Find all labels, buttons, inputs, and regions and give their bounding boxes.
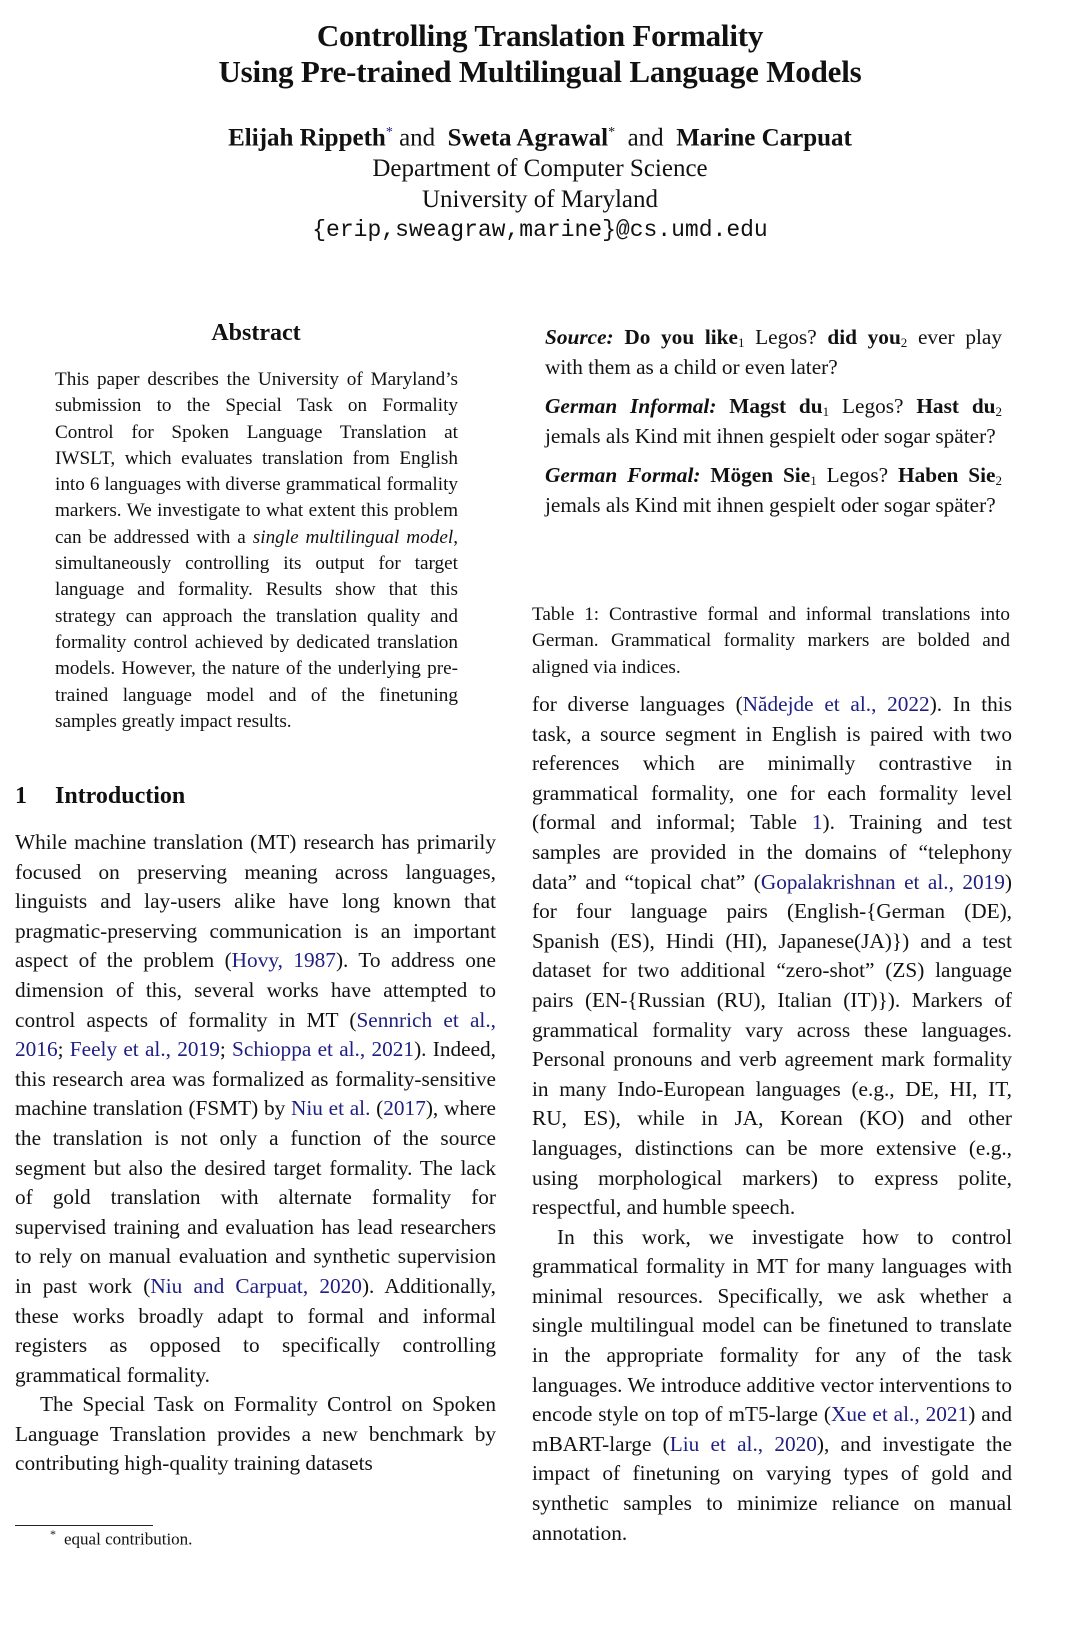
- citation-link[interactable]: Schioppa et al., 2021: [232, 1037, 415, 1062]
- citation-link[interactable]: Xue et al., 2021: [830, 1402, 969, 1427]
- formality-marker: did you: [827, 325, 901, 349]
- footnote-marker[interactable]: *: [385, 125, 393, 140]
- citation-link[interactable]: Gopalakrishnan et al., 2019: [760, 869, 1005, 894]
- footnote-marker: *: [608, 125, 616, 140]
- alignment-index: 2: [995, 473, 1002, 489]
- section-number: 1: [15, 783, 27, 809]
- citation-link[interactable]: Niu et al.: [291, 1096, 371, 1121]
- formality-marker: Do you like: [624, 325, 738, 349]
- citation-link[interactable]: 2017: [383, 1096, 426, 1121]
- introduction-body: [15, 828, 496, 1479]
- citation-link[interactable]: Sennrich et al., 2016: [15, 1007, 496, 1062]
- alignment-index: 1: [822, 404, 830, 420]
- formality-marker: Mögen Sie: [710, 463, 811, 488]
- paper-title: Controlling Translation Formality Using Pre-trained Multilingual Language Models: [218, 18, 862, 89]
- section-title: Introduction: [55, 783, 186, 809]
- author-name: Elijah Rippeth: [228, 124, 386, 152]
- paper-header: [0, 18, 1080, 246]
- example-row: German Formal: Mögen Sie$_1$ Legos? Haben Sie$_2$ jemals als Kind mit ihnen gespielt oder sogar später?: [545, 463, 1002, 517]
- citation-link[interactable]: Feely et al., 2019: [69, 1037, 220, 1062]
- paragraph: While machine translation (MT) research has primarily focused on preserving meaning across languages, linguists and lay-users alike have long known that pragmatic-preserving communication is an important aspect of the problem (Hovy, 1987). To address one dimension of this, several works have attempted to control aspects of formality in MT (Sennrich et al., 2016; Feely et al., 2019; Schioppa et al., 2021). Indeed, this research area was formalized as formality-sensitive machine translation (FSMT) by Niu et al. (2017), where the translation is not only a function of the source segment but also the desired target formality. The lack of gold translation with alternate formality for supervised training and evaluation has lead researchers to rely on manual evaluation and synthetic supervision in past work (Niu and Carpuat, 2020). Additionally, these works broadly adapt to formal and informal registers as opposed to specifically controlling grammatical formality.: [15, 830, 497, 1387]
- formality-marker: Magst du: [729, 394, 823, 419]
- author-list: Elijah Rippeth* and Sweta Agrawal* and Marine Carpuat: [228, 124, 852, 152]
- formality-marker: Hast du: [916, 394, 996, 419]
- citation-link[interactable]: 1: [811, 810, 823, 835]
- emphasis: single multilingual model: [252, 526, 454, 548]
- section-heading-introduction: [15, 783, 185, 810]
- alignment-index: 1: [737, 335, 745, 350]
- example-row: German Informal: Magst $du_1$ Legos? Hast $du_2$ jemals als Kind mit ihnen gespielt oder sogar später?: [545, 394, 1003, 448]
- footnote: * equal contribution.: [50, 1527, 193, 1549]
- example-label: Source:: [545, 325, 625, 349]
- author-name: Sweta Agrawal: [447, 124, 609, 152]
- formality-marker: Haben Sie: [898, 463, 996, 488]
- paragraph: The Special Task on Formality Control on Spoken Language Translation provides a new benchmark by contributing high-quality training datasets: [15, 1392, 496, 1476]
- citation-link[interactable]: Liu et al., 2020: [669, 1431, 817, 1456]
- citation-link[interactable]: Nădejde et al., 2022: [742, 692, 930, 716]
- citation-link[interactable]: Niu and Carpuat, 2020: [150, 1273, 362, 1298]
- table-1-examples: [545, 323, 1002, 531]
- university: University of Maryland: [421, 186, 659, 214]
- example-label: German Formal:: [545, 463, 711, 488]
- alignment-index: 1: [810, 473, 817, 489]
- department: Department of Computer Science: [372, 155, 708, 183]
- right-column-body: [532, 690, 1012, 1548]
- footnote-divider: [15, 1525, 153, 1526]
- author-emails: {erip,sweagraw,marine}@cs.umd.edu: [312, 217, 768, 244]
- paragraph: In this work, we investigate how to control grammatical formality in MT for many languages with minimal resources. Specifically, we ask whether a single multilingual model can be finetuned to translate in the appropriate formality for any of the task languages. We introduce additive vector interventions to encode style on top of mT5-large (Xue et al., 2021) and mBART-large (Liu et al., 2020), and investigate the impact of finetuning on varying types of gold and synthetic samples to minimize reliance on manual annotation.: [532, 1224, 1013, 1545]
- abstract-heading: Abstract: [211, 320, 301, 346]
- paragraph: for diverse languages (Nădejde et al., 2022). In this task, a source segment in English is paired with two references which are minimally contrastive in grammatical formality, one for each formality level (formal and informal; Table 1). Training and test samples are provided in the domains of “telephony data” and “topical chat” (Gopalakrishnan et al., 2019) for four language pairs (English-{German (DE), Spanish (ES), Hindi (HI), Japanese(JA)}) and a test dataset for two additional “zero-shot” (ZS) language pairs (EN-{Russian (RU), Italian (IT)}). Markers of grammatical formality vary across these languages. Personal pronouns and verb agreement mark formality in many Indo-European languages (e.g., DE, HI, IT, RU, ES), while in JA, Korean (KO) and other languages, distinctions can be more extensive (e.g., using morphological markers) to express polite, respectful, and humble speech.: [532, 692, 1013, 1220]
- abstract-body: This paper describes the University of Maryland’s submission to the Special Task on Formality Control for Spoken Language Translation at IWSLT, which evaluates translation from English into 6 languages with diverse grammatical formality markers. We investigate to what extent this problem can be addressed with a single multilingual model, simultaneously controlling its output for target language and formality. Results show that this strategy can approach the translation quality and formality control achieved by dedicated translation models. However, the nature of the underlying pre-trained language model and of the finetuning samples greatly impact results.: [55, 369, 458, 732]
- example-row: Source: Do you like$_1$ Legos? did you$_2$ ever play with them as a child or even later?: [545, 325, 1002, 379]
- alignment-index: 2: [900, 335, 908, 350]
- alignment-index: 2: [995, 404, 1003, 420]
- example-label: German Informal:: [545, 394, 730, 419]
- author-name: Marine Carpuat: [676, 124, 852, 152]
- table-caption: Table 1: Contrastive formal and informal translations into German. Grammatical formality markers are bolded and aligned via indices.: [532, 604, 1010, 678]
- footnote-marker: *: [50, 1527, 56, 1541]
- citation-link[interactable]: Hovy, 1987: [231, 948, 336, 973]
